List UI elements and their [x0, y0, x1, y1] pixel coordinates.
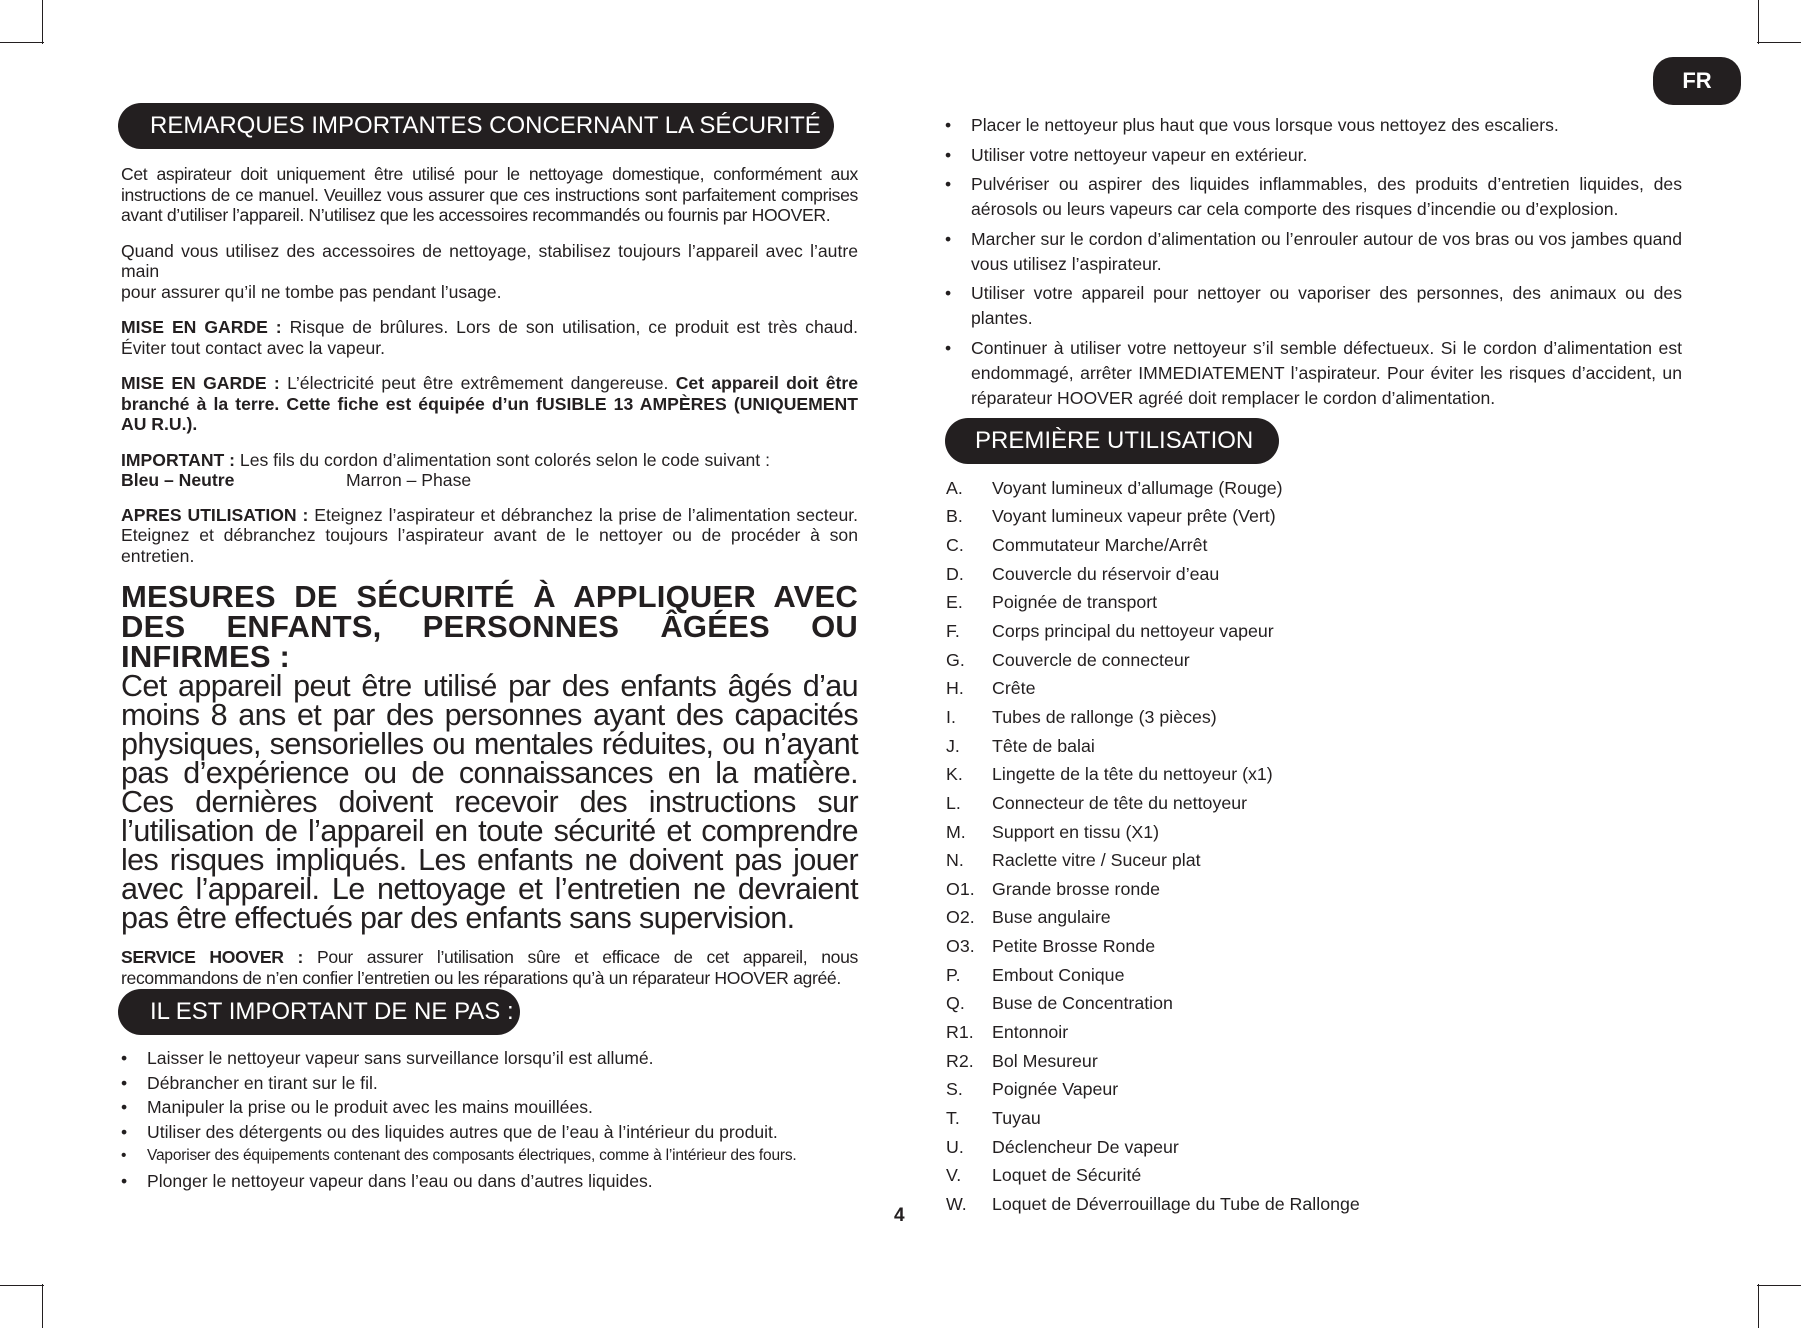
part-label: Support en tissu (X1) [992, 821, 1160, 842]
part-label: Commutateur Marche/Arrêt [992, 535, 1208, 556]
crop-mark [1758, 1284, 1759, 1328]
electricity-warning-label: MISE EN GARDE : [121, 373, 280, 393]
list-item [946, 732, 1360, 761]
part-letter: O3. [946, 936, 975, 957]
list-item: • Placer le nettoyeur plus haut que vous lorsque vous nettoyez des escaliers. [945, 113, 1682, 138]
list-item: • Utiliser votre appareil pour nettoyer ou vaporiser des personnes, des animaux ou des plantes. [945, 281, 1682, 331]
part-letter: H. [946, 678, 964, 699]
list-item: • Utiliser des détergents ou des liquides autres que de l’eau à l’intérieur du produit. [121, 1121, 858, 1144]
electricity-warning-bold: Cet appareil doit être branché à la terre. Cette fiche est équipée d’un fUSIBLE 13 AMPÈRES (UNIQUEMENT AU R.U.). [121, 373, 858, 434]
part-label: Lingette de la tête du nettoyeur (x1) [992, 764, 1273, 785]
crop-mark [1758, 0, 1759, 44]
part-letter: T. [946, 1107, 960, 1128]
part-label: Couvercle de connecteur [992, 649, 1190, 670]
safety-intro: Cet aspirateur doit uniquement être utilisé pour le nettoyage domestique, conformément aux instructions de ce manuel. Veuillez vous assurer que ces instructions sont parfaitement comprises avant d’utiliser l’appareil. N’utilisez que les accessoires recommandés ou fournis par HOOVER. [121, 164, 858, 225]
list-item [946, 503, 1360, 532]
list-item [946, 904, 1360, 933]
list-item [946, 646, 1360, 675]
list-item [946, 1133, 1360, 1162]
part-label: Tuyau [992, 1107, 1041, 1128]
part-label: Loquet de Déverrouillage du Tube de Rallonge [992, 1193, 1360, 1214]
part-label: Raclette vitre / Suceur plat [992, 850, 1201, 871]
part-label: Connecteur de tête du nettoyeur [992, 792, 1248, 813]
list-item: • Laisser le nettoyeur vapeur sans surveillance lorsqu’il est allumé. [121, 1047, 858, 1070]
part-label: Voyant lumineux vapeur prête (Vert) [992, 506, 1276, 527]
burn-warning [121, 317, 858, 358]
part-letter: N. [946, 850, 964, 871]
do-not-list-continued [945, 113, 1682, 415]
important-text: Les fils du cordon d’alimentation sont colorés selon le code suivant : [235, 449, 770, 470]
crop-mark [0, 1285, 44, 1286]
list-item [946, 1047, 1360, 1076]
list-item: • Vaporiser des équipements contenant des composants électriques, comme à l’intérieur des fours. [121, 1145, 858, 1168]
list-item [946, 560, 1360, 589]
accessory-note-line2: pour assurer qu’il ne tombe pas pendant l’usage. [121, 281, 502, 302]
part-letter: J. [946, 735, 960, 756]
list-item [946, 617, 1360, 646]
wire-blue: Bleu – Neutre [121, 470, 235, 490]
part-label: Embout Conique [992, 964, 1125, 985]
list-item [946, 589, 1360, 618]
accessory-note-line1: Quand vous utilisez des accessoires de nettoyage, stabilisez toujours l’appareil avec l’autre main [121, 240, 858, 281]
part-label: Tête de balai [992, 735, 1095, 756]
part-label: Grande brosse ronde [992, 878, 1161, 899]
part-label: Poignée Vapeur [992, 1079, 1119, 1100]
burn-warning-label: MISE EN GARDE : [121, 317, 282, 337]
crop-mark [1757, 1285, 1801, 1286]
wire-colors [121, 450, 858, 491]
crop-mark [0, 42, 44, 43]
part-letter: P. [946, 964, 961, 985]
part-label: Loquet de Sécurité [992, 1165, 1142, 1186]
electricity-warning [121, 373, 858, 435]
children-safety-heading: MESURES DE SÉCURITÉ À APPLIQUER AVEC DES ENFANTS, PERSONNES ÂGÉES OU INFIRMES : [121, 579, 858, 674]
part-letter: Q. [946, 993, 965, 1014]
list-item: • Débrancher en tirant sur le fil. [121, 1072, 858, 1095]
part-letter: O2. [946, 907, 975, 928]
list-item [946, 703, 1360, 732]
part-letter: O1. [946, 878, 975, 899]
part-label: Petite Brosse Ronde [992, 936, 1156, 957]
part-letter: C. [946, 535, 964, 556]
wire-brown: Marron – Phase [346, 470, 472, 490]
page-number: 4 [894, 1205, 905, 1226]
do-not-heading: IL EST IMPORTANT DE NE PAS : [118, 989, 520, 1035]
list-item [946, 990, 1360, 1019]
list-item: • Manipuler la prise ou le produit avec les mains mouillées. [121, 1096, 858, 1119]
list-item [946, 932, 1360, 961]
part-label: Buse angulaire [992, 907, 1111, 928]
list-item: • Plonger le nettoyeur vapeur dans l’eau ou dans d’autres liquides. [121, 1170, 858, 1193]
service-note [121, 947, 858, 988]
after-use [121, 505, 858, 567]
list-item [946, 1075, 1360, 1104]
part-letter: R1. [946, 1021, 974, 1042]
service-label: SERVICE HOOVER : [121, 947, 304, 967]
list-item [946, 1104, 1360, 1133]
list-item [946, 760, 1360, 789]
part-label: Buse de Concentration [992, 993, 1173, 1014]
part-letter: M. [946, 821, 966, 842]
part-letter: D. [946, 563, 964, 584]
part-letter: F. [946, 621, 960, 642]
list-item [946, 961, 1360, 990]
list-item [946, 1190, 1360, 1219]
first-use-heading: PREMIÈRE UTILISATION [945, 418, 1279, 464]
list-item [946, 789, 1360, 818]
burn-warning-text: Risque de brûlures. Lors de son utilisation, ce produit est très chaud. Éviter tout contact avec la vapeur. [121, 317, 859, 358]
part-letter: B. [946, 506, 963, 527]
list-item [946, 531, 1360, 560]
list-item [946, 818, 1360, 847]
list-item [946, 875, 1360, 904]
electricity-warning-text: L’électricité peut être extrêmement dangereuse. [279, 373, 676, 393]
language-badge: FR [1653, 57, 1741, 105]
part-label: Couvercle du réservoir d’eau [992, 563, 1220, 584]
part-letter: I. [946, 706, 956, 727]
list-item: • Continuer à utiliser votre nettoyeur s’il semble défectueux. Si le cordon d’alimentation est endommagé, arrêter IMMEDIATEMENT l’aspirateur. Pour éviter les risques d’accident, un réparateur HOOVER agréé doit remplacer le cordon d’alimentation. [945, 336, 1682, 411]
safety-heading: REMARQUES IMPORTANTES CONCERNANT LA SÉCURITÉ [118, 103, 834, 149]
part-label: Tubes de rallonge (3 pièces) [992, 706, 1217, 727]
part-letter: V. [946, 1165, 962, 1186]
crop-mark [1757, 42, 1801, 43]
crop-mark [42, 1284, 43, 1328]
after-use-label: APRES UTILISATION : [121, 504, 309, 525]
crop-mark [42, 0, 43, 44]
list-item: • Utiliser votre nettoyeur vapeur en extérieur. [945, 143, 1682, 168]
part-label: Poignée de transport [992, 592, 1158, 613]
important-label: IMPORTANT : [121, 449, 236, 470]
part-letter: K. [946, 764, 963, 785]
list-item [946, 846, 1360, 875]
part-letter: U. [946, 1136, 964, 1157]
part-label: Déclencheur De vapeur [992, 1136, 1179, 1157]
part-letter: R2. [946, 1050, 974, 1071]
part-letter: A. [946, 477, 963, 498]
part-label: Crête [992, 678, 1036, 699]
list-item [946, 674, 1360, 703]
accessory-note [121, 241, 858, 303]
part-label: Bol Mesureur [992, 1050, 1098, 1071]
part-letter: W. [946, 1193, 967, 1214]
part-label: Voyant lumineux d’allumage (Rouge) [992, 477, 1283, 498]
part-letter: L. [946, 792, 961, 813]
do-not-list [121, 1047, 858, 1194]
part-letter: S. [946, 1079, 963, 1100]
list-item [946, 1018, 1360, 1047]
part-letter: G. [946, 649, 965, 670]
after-use-text: Eteignez l’aspirateur et débranchez la prise de l’alimentation secteur. Eteignez et débranchez toujours l’aspirateur avant de le nettoyer ou de procéder à son entretien. [121, 504, 859, 566]
part-letter: E. [946, 592, 963, 613]
list-item [946, 474, 1360, 503]
list-item [946, 1161, 1360, 1190]
list-item: • Marcher sur le cordon d’alimentation ou l’enrouler autour de vos bras ou vos jambes quand vous utilisez l’aspirateur. [945, 227, 1682, 277]
service-text: Pour assurer l’utilisation sûre et efficace de cet appareil, nous recommandons de n’en confier l’entretien ou les réparations qu’à un réparateur HOOVER agréé. [121, 947, 858, 988]
children-safety-text: Cet appareil peut être utilisé par des enfants âgés d’au moins 8 ans et par des personnes ayant des capacités physiques, sensorielles ou mentales réduites, ou n’ayant pas d’expérience ou de connaissances en la matière. Ces dernières doivent recevoir des instructions sur l’utilisation de l’appareil en toute sécurité et comprendre les risques impliqués. Les enfants ne doivent pas jouer avec l’appareil. Le nettoyage et l’entretien ne devraient pas être effectués par des enfants sans supervision. [121, 669, 858, 935]
safety-section [121, 164, 858, 1003]
part-label: Entonnoir [992, 1021, 1069, 1042]
part-label: Corps principal du nettoyeur vapeur [992, 621, 1274, 642]
list-item: • Pulvériser ou aspirer des liquides inflammables, des produits d’entretien liquides, des aérosols ou leurs vapeurs car cela comporte des risques d’incendie ou d’explosion. [945, 172, 1682, 222]
parts-list [946, 474, 1360, 1219]
